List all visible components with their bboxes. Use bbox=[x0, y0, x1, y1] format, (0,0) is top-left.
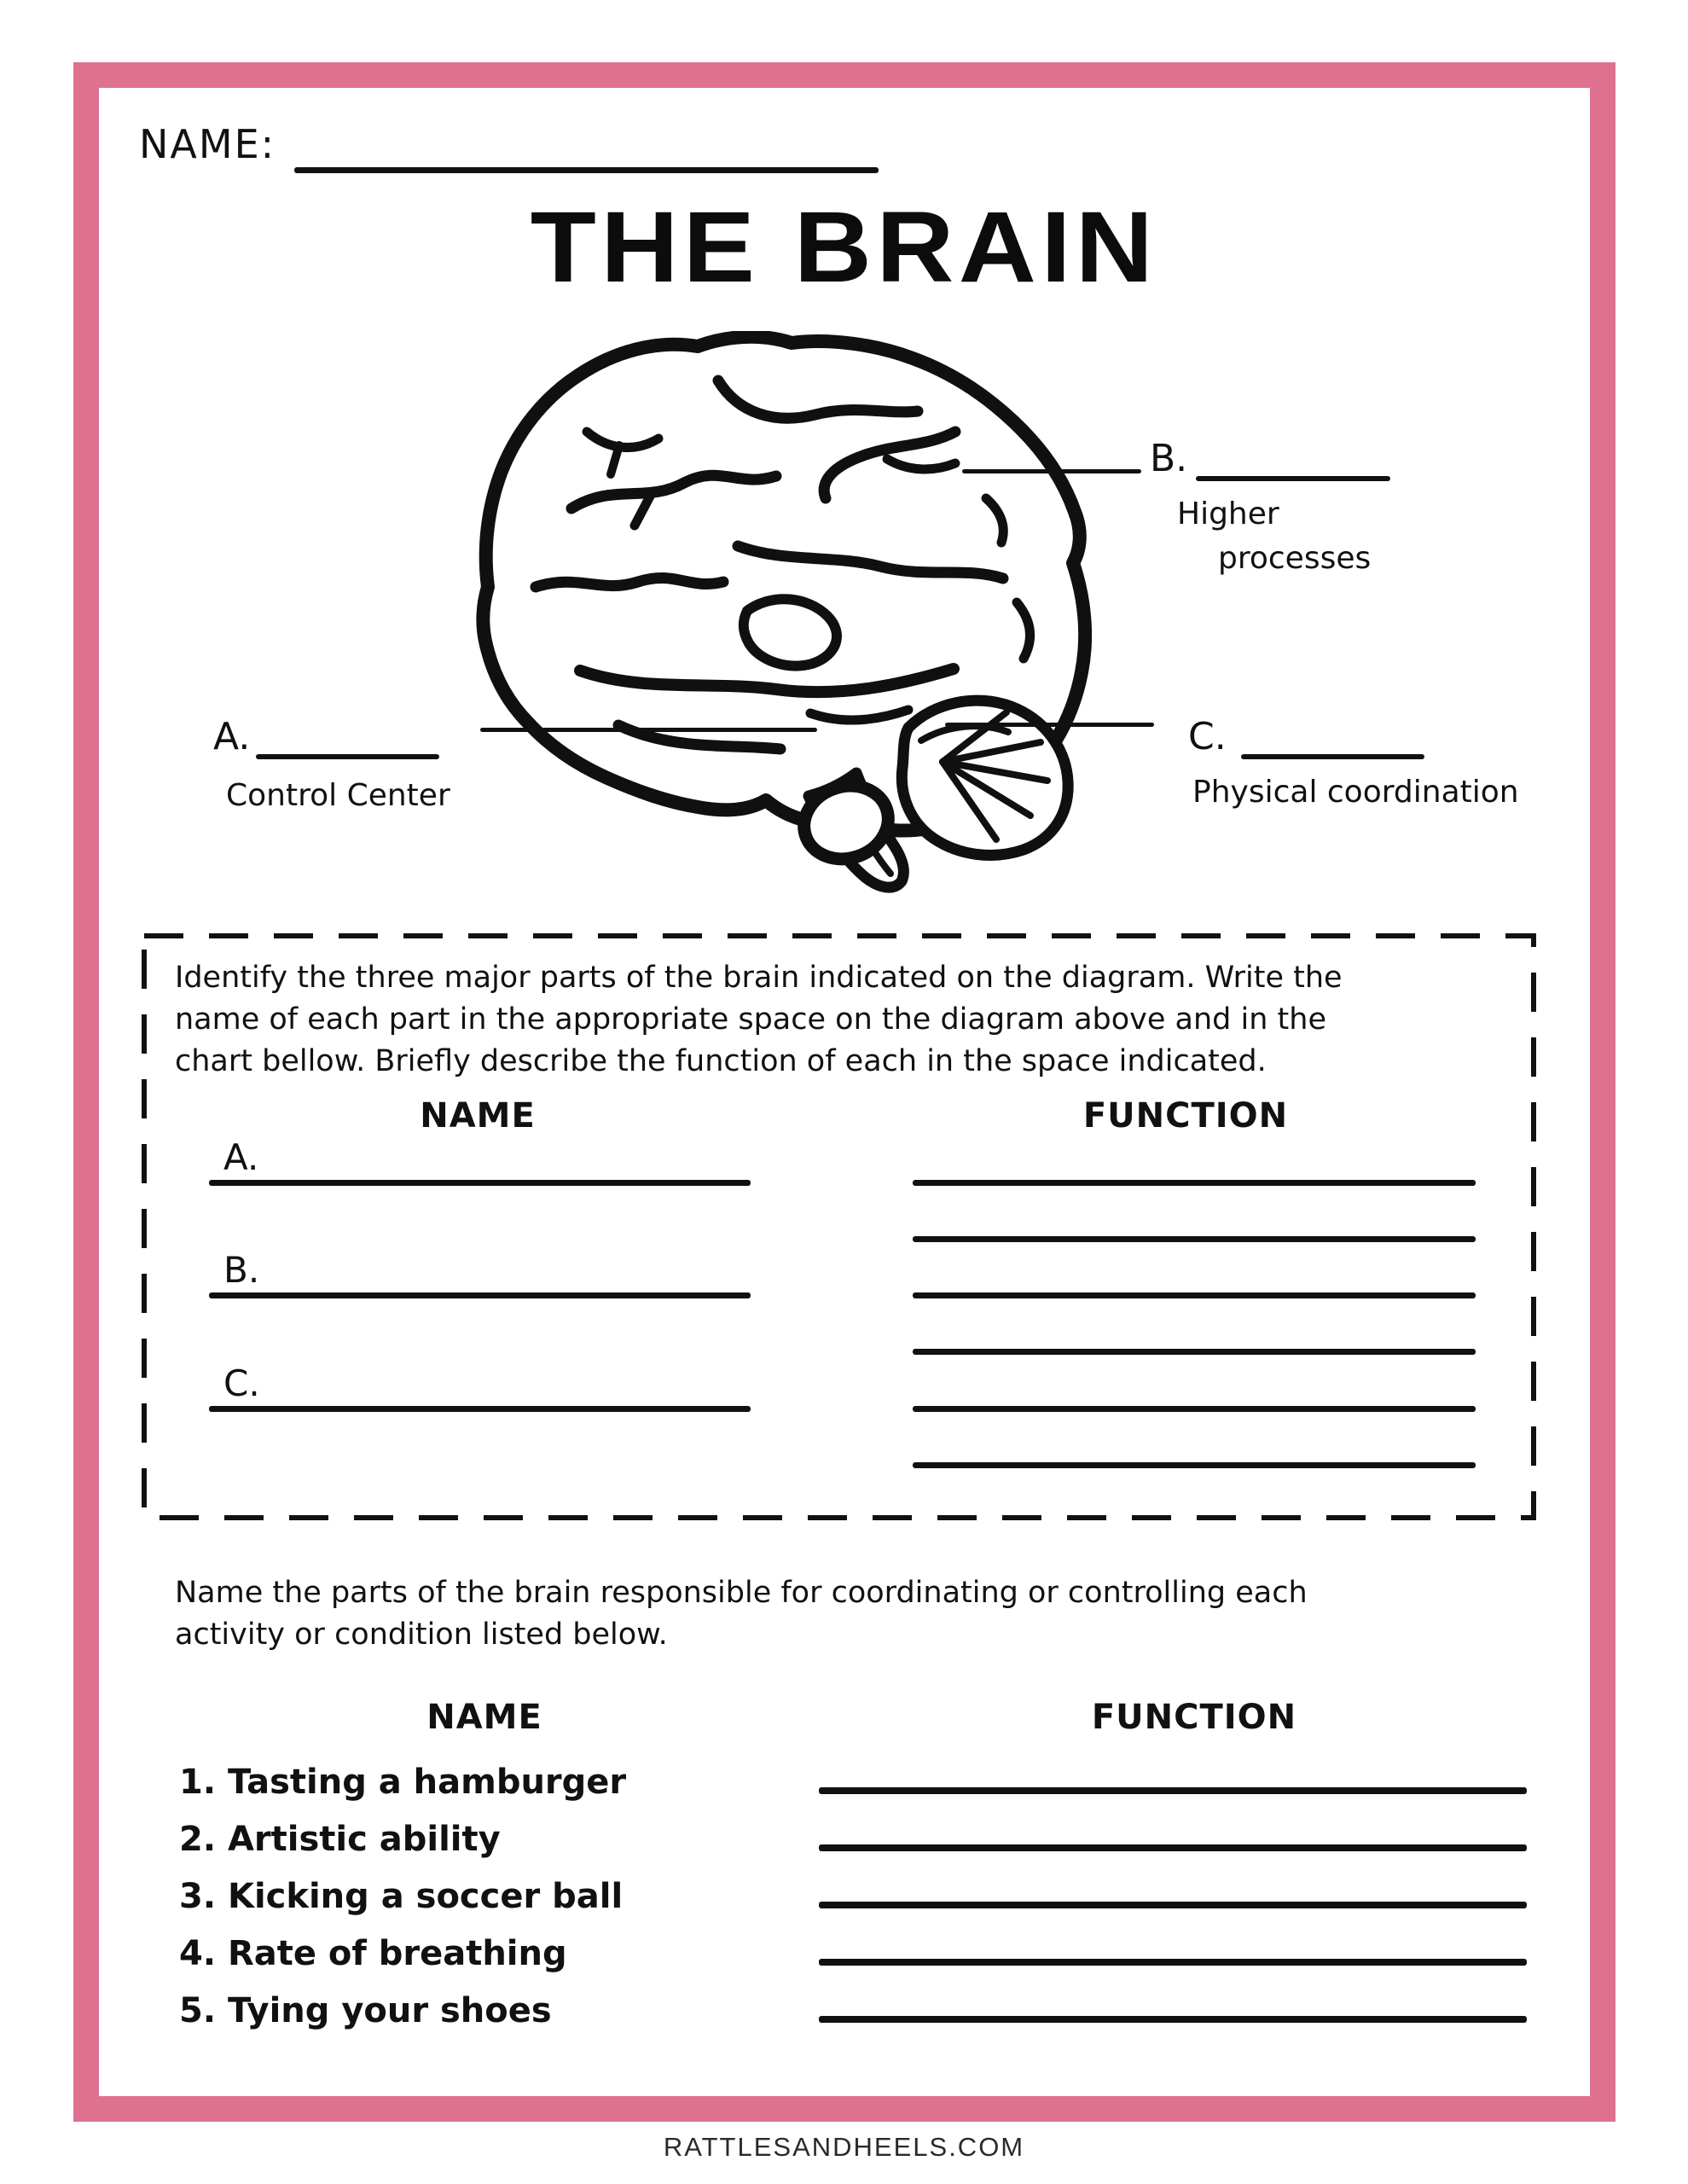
caption-b-line1: Higher bbox=[1177, 497, 1279, 531]
activity-answer-line-1 bbox=[819, 1787, 1527, 1794]
table1-function-line-1 bbox=[913, 1180, 1476, 1186]
table1-function-line-3 bbox=[913, 1292, 1476, 1298]
table1-name-line-b bbox=[209, 1292, 751, 1298]
table1-row-a-label: A. bbox=[223, 1136, 259, 1178]
diagram-label-a: A. bbox=[213, 715, 251, 758]
name-field-label: NAME: bbox=[139, 121, 276, 167]
page-title: THE BRAIN bbox=[530, 191, 1158, 304]
section2-instructions-line1: Name the parts of the brain responsible for coordinating or controlling each bbox=[175, 1576, 1308, 1610]
caption-a: Control Center bbox=[226, 778, 450, 813]
table1-function-line-5 bbox=[913, 1406, 1476, 1412]
blank-line-c bbox=[1241, 754, 1424, 759]
table1-function-line-6 bbox=[913, 1462, 1476, 1468]
activity-item-2: 2. Artistic ability bbox=[179, 1820, 501, 1859]
leader-line-c bbox=[945, 723, 1154, 727]
caption-b-line2: processes bbox=[1218, 541, 1372, 576]
section1-instructions-line2: name of each part in the appropriate space on the diagram above and in the bbox=[175, 1002, 1326, 1037]
name-blank-line bbox=[294, 167, 879, 173]
diagram-label-c: C. bbox=[1188, 715, 1227, 758]
activity-answer-line-3 bbox=[819, 1902, 1527, 1908]
activity-item-3: 3. Kicking a soccer ball bbox=[179, 1877, 624, 1916]
activity-item-5: 5. Tying your shoes bbox=[179, 1991, 552, 2030]
leader-line-b bbox=[962, 469, 1141, 473]
table1-name-line-c bbox=[209, 1406, 751, 1412]
section1-instructions-line1: Identify the three major parts of the brain indicated on the diagram. Write the bbox=[175, 961, 1343, 995]
table2-name-header: NAME bbox=[426, 1698, 542, 1737]
table1-row-c-label: C. bbox=[223, 1362, 260, 1404]
activity-item-1: 1. Tasting a hamburger bbox=[179, 1763, 627, 1802]
activity-answer-line-5 bbox=[819, 2016, 1527, 2023]
table1-function-line-2 bbox=[913, 1236, 1476, 1242]
diagram-label-b: B. bbox=[1150, 437, 1188, 480]
caption-c: Physical coordination bbox=[1192, 775, 1519, 810]
table1-name-line-a bbox=[209, 1180, 751, 1186]
table1-row-b-label: B. bbox=[223, 1249, 260, 1291]
table2-function-header: FUNCTION bbox=[1091, 1698, 1297, 1737]
leader-line-a bbox=[480, 728, 817, 732]
blank-line-a bbox=[256, 754, 439, 759]
blank-line-b bbox=[1196, 476, 1390, 481]
section2-instructions-line2: activity or condition listed below. bbox=[175, 1618, 668, 1652]
brain-illustration bbox=[444, 331, 1092, 896]
footer-website: RATTLESANDHEELS.COM bbox=[663, 2132, 1025, 2162]
activity-answer-line-4 bbox=[819, 1959, 1527, 1966]
activity-item-4: 4. Rate of breathing bbox=[179, 1934, 567, 1973]
section1-instructions-line3: chart bellow. Briefly describe the function of each in the space indicated. bbox=[175, 1044, 1267, 1078]
table1-function-header: FUNCTION bbox=[1082, 1096, 1289, 1136]
activity-answer-line-2 bbox=[819, 1844, 1527, 1851]
table1-name-header: NAME bbox=[420, 1096, 536, 1136]
table1-function-line-4 bbox=[913, 1349, 1476, 1355]
